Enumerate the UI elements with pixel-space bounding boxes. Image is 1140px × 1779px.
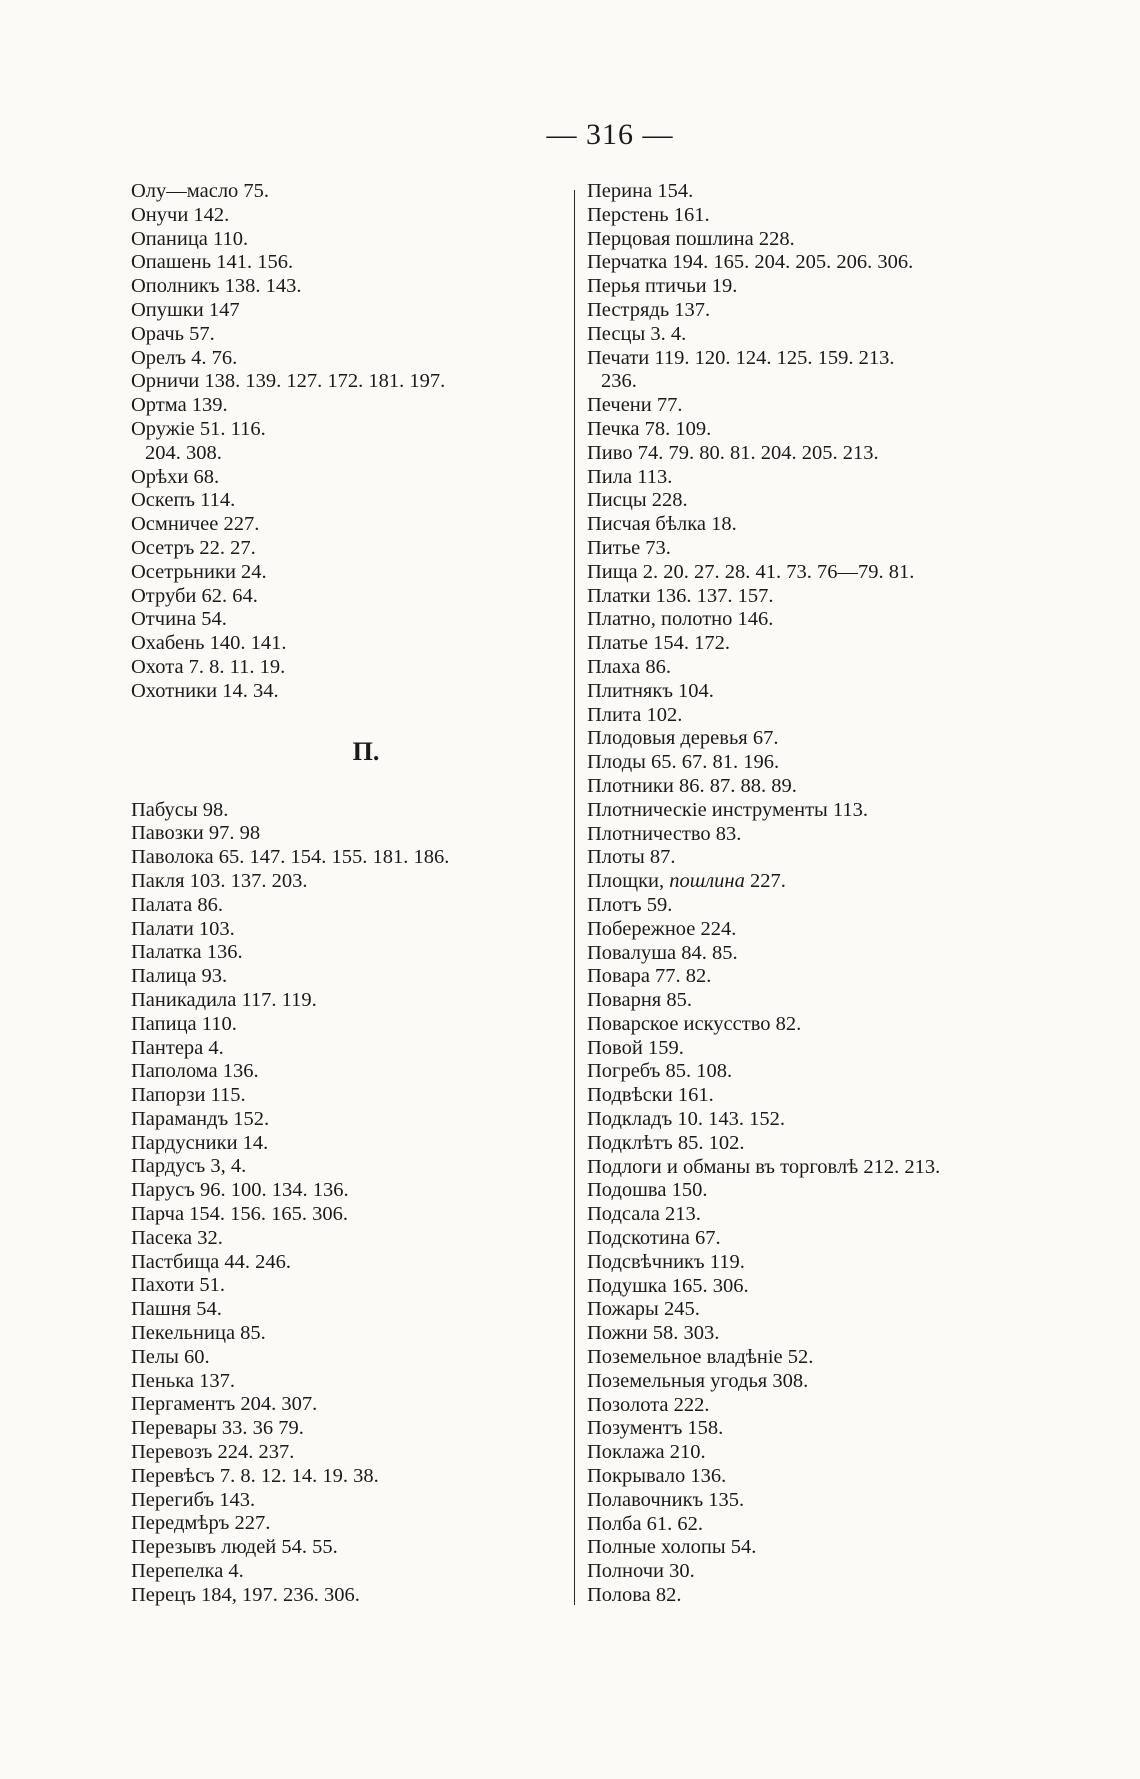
index-entry: Полова 82. [587, 1584, 682, 1607]
index-entry: Пенька 137. [131, 1369, 235, 1392]
index-entry: Пантера 4. [131, 1036, 224, 1059]
index-entry: Осмничее 227. [131, 513, 260, 536]
index-entry: Платно, полотно 146. [587, 608, 774, 631]
index-entry: Перевары 33. 36 79. [131, 1417, 304, 1440]
index-entry: Перецъ 184, 197. 236. 306. [131, 1583, 360, 1606]
index-entry: Подсвѣчникъ 119. [587, 1250, 745, 1273]
index-entry: Повалуша 84. 85. [587, 941, 738, 964]
index-entry: Онучи 142. [131, 203, 230, 226]
index-entry: Пергаментъ 204. 307. [131, 1393, 318, 1416]
index-entry: Плодовыя деревья 67. [587, 727, 779, 750]
index-entry: Пила 113. [587, 465, 673, 488]
index-entry: Пожни 58. 303. [587, 1322, 720, 1345]
index-entry: Полночи 30. [587, 1560, 695, 1583]
column-divider [574, 190, 575, 1605]
index-entry: Пожары 245. [587, 1298, 700, 1321]
index-entry: Опаница 110. [131, 227, 249, 250]
index-entry: Поземельныя угодья 308. [587, 1369, 809, 1392]
index-entry: Платье 154. 172. [587, 632, 731, 655]
index-entry: Подошва 150. [587, 1179, 708, 1202]
index-entry: Печка 78. 109. [587, 417, 712, 440]
index-entry: Подвѣски 161. [587, 1084, 714, 1107]
entries-bottom [131, 799, 571, 1608]
index-entry: Отруби 62. 64. [131, 584, 258, 607]
index-entry: Пелы 60. [131, 1345, 210, 1368]
index-entry: Погребъ 85. 108. [587, 1060, 733, 1083]
index-entry: Писчая бѣлка 18. [587, 513, 737, 536]
left-column [131, 180, 571, 1608]
italic-note: пошлина [669, 870, 745, 893]
index-entry: Перевѣсъ 7. 8. 12. 14. 19. 38. [131, 1464, 379, 1487]
index-entry: Отчина 54. [131, 608, 227, 631]
index-entry: Перегибъ 143. [131, 1488, 256, 1511]
index-entry: Подкладъ 10. 143. 152. [587, 1108, 785, 1131]
entries-top [131, 180, 571, 704]
index-entry: Площки, пошлина 227. [587, 870, 786, 893]
index-entry: Пашня 54. [131, 1298, 222, 1321]
index-entry: Передмѣръ 227. [131, 1512, 271, 1535]
index-entry: Паполома 136. [131, 1060, 259, 1083]
index-entry: Папица 110. [131, 1012, 237, 1035]
index-entry: Олу—масло 75. [131, 180, 270, 202]
index-entry: Охабень 140. 141. [131, 632, 287, 655]
index-entry: Пища 2. 20. 27. 28. 41. 73. 76—79. 81. [587, 560, 915, 583]
index-entry: Пасека 32. [131, 1226, 223, 1249]
index-entry: Песцы 3. 4. [587, 322, 687, 345]
index-entry: Печени 77. [587, 394, 683, 417]
index-entry: Подлоги и обманы въ торговлѣ 212. 213. [587, 1155, 941, 1178]
index-entry: Перья птичьи 19. [587, 275, 738, 298]
index-entry: Подскотина 67. [587, 1227, 721, 1250]
index-entry: Ополникъ 138. 143. [131, 275, 302, 298]
index-entry: Ортма 139. [131, 394, 228, 417]
index-entry: Побережное 224. [587, 917, 737, 940]
index-entry: Перина 154. [587, 180, 694, 202]
index-entry: Плотничество 83. [587, 822, 742, 845]
index-entry: Подушка 165. 306. [587, 1274, 749, 1297]
index-entry: Пахоти 51. [131, 1274, 226, 1297]
index-entry: Парамандъ 152. [131, 1107, 270, 1130]
entry-tail: 227. [744, 870, 786, 893]
index-entry: Парусъ 96. 100. 134. 136. [131, 1179, 349, 1202]
index-entry: Плоды 65. 67. 81. 196. [587, 751, 780, 774]
index-entry: Повара 77. 82. [587, 965, 712, 988]
index-entry: Палица 93. [131, 965, 228, 988]
index-entry: Палатка 136. [131, 941, 243, 964]
index-entry: Писцы 228. [587, 489, 688, 512]
index-entry: Полавочникъ 135. [587, 1488, 745, 1511]
index-entry: Пекельница 85. [131, 1322, 266, 1345]
index-entry: 236. [601, 370, 637, 393]
index-entry: Опушки 147 [131, 298, 240, 321]
index-entry: Подклѣтъ 85. 102. [587, 1131, 745, 1154]
page-number: — 316 — [546, 118, 674, 151]
index-entry: Пестрядь 137. [587, 298, 711, 321]
index-entry: Питье 73. [587, 536, 671, 559]
index-entry: Пастбища 44. 246. [131, 1250, 291, 1273]
index-entry: Пардусники 14. [131, 1131, 269, 1154]
index-entry: Опашень 141. 156. [131, 251, 294, 274]
index-entry: Плитнякъ 104. [587, 679, 714, 702]
index-entry: Орничи 138. 139. 127. 172. 181. 197. [131, 370, 446, 393]
index-entry: Пабусы 98. [131, 798, 229, 821]
section-letter: П. [352, 736, 380, 766]
index-entry: Плотъ 59. [587, 893, 673, 916]
index-entry: Перцовая пошлина 228. [587, 227, 795, 250]
index-entry: Осетръ 22. 27. [131, 536, 256, 559]
index-entry: Поварня 85. [587, 989, 692, 1012]
right-column [587, 180, 1047, 1608]
index-entry: Орачь 57. [131, 322, 215, 345]
index-entry: Подсала 213. [587, 1203, 701, 1226]
index-entry: Перчатка 194. 165. 204. 205. 206. 306. [587, 251, 914, 274]
index-entry: Перезывъ людей 54. 55. [131, 1536, 338, 1559]
index-entry: Пиво 74. 79. 80. 81. 204. 205. 213. [587, 441, 879, 464]
index-entry: Охотники 14. 34. [131, 679, 279, 702]
index-entry: Плаха 86. [587, 655, 671, 678]
index-entry: Оскепъ 114. [131, 489, 236, 512]
index-entry: Орелъ 4. 76. [131, 346, 238, 369]
index-entry: Позументъ 158. [587, 1417, 724, 1440]
index-entry: Полные холопы 54. [587, 1536, 757, 1559]
index-entry: Печати 119. 120. 124. 125. 159. 213. [587, 346, 895, 369]
index-entry: Охота 7. 8. 11. 19. [131, 655, 286, 678]
index-entry: Поклажа 210. [587, 1441, 706, 1464]
index-entry: Оружіе 51. 116. [131, 417, 266, 440]
index-entry: Поземельное владѣніе 52. [587, 1346, 814, 1369]
index-entry: Осетрьники 24. [131, 560, 267, 583]
index-entry: Плоты 87. [587, 846, 676, 869]
index-entry: Покрывало 136. [587, 1465, 727, 1488]
index-entry: Палата 86. [131, 893, 223, 916]
index-entry: Пакля 103. 137. 203. [131, 869, 308, 892]
index-entry: Плотники 86. 87. 88. 89. [587, 774, 797, 797]
index-entry: Павозки 97. 98 [131, 822, 261, 845]
index-entry: Платки 136. 137. 157. [587, 584, 774, 607]
index-entry: Паволока 65. 147. 154. 155. 181. 186. [131, 846, 450, 869]
index-entry: Перстень 161. [587, 203, 710, 226]
index-entry: Плита 102. [587, 703, 683, 726]
index-entry: Пардусъ 3, 4. [131, 1155, 247, 1178]
index-entry: Позолота 222. [587, 1393, 710, 1416]
index-entry: Плотническіе инструменты 113. [587, 798, 869, 821]
index-entry: Перевозъ 224. 237. [131, 1441, 295, 1464]
index-entry: 204. 308. [145, 441, 222, 464]
entries-right [587, 180, 1047, 1608]
index-entry: Поварское искусство 82. [587, 1012, 802, 1035]
index-entry: Полба 61. 62. [587, 1512, 704, 1535]
index-entry: Парча 154. 156. 165. 306. [131, 1203, 349, 1226]
index-entry: Паникадила 117. 119. [131, 988, 317, 1011]
index-entry: Орѣхи 68. [131, 465, 220, 488]
index-entry: Перепелка 4. [131, 1560, 244, 1583]
index-entry: Повой 159. [587, 1036, 684, 1059]
index-entry: Палати 103. [131, 917, 235, 940]
index-entry: Папорзи 115. [131, 1084, 246, 1107]
